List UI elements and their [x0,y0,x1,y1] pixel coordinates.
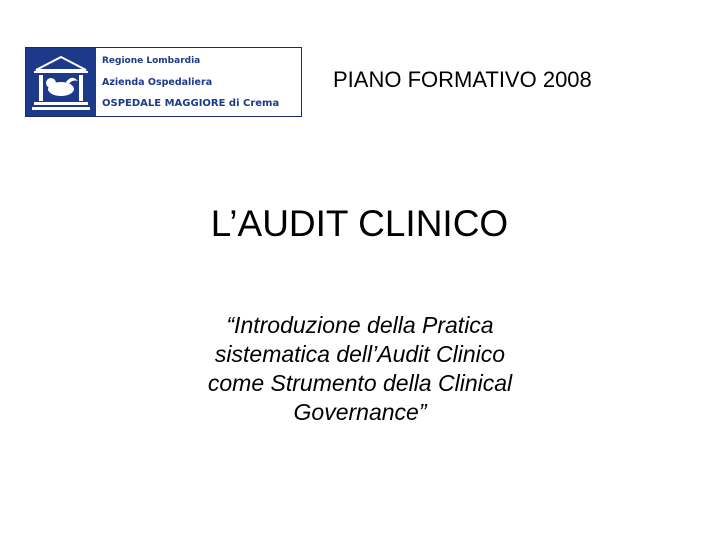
logo-hospital-text: OSPEDALE MAGGIORE di Crema [102,98,280,109]
logo-text [102,54,299,112]
subtitle-line: come Strumento della Clinical [207,370,513,396]
header-title: PIANO FORMATIVO 2008 [333,67,592,92]
page-title-text: L’AUDIT CLINICO [210,203,509,244]
hospital-emblem-icon [26,48,96,116]
hospital-logo [25,47,302,117]
subtitle-line: Governance” [293,399,427,425]
logo-region-text: Regione Lombardia [102,56,201,66]
subtitle-line: “Introduzione della Pratica [226,312,494,338]
page-title [0,203,720,245]
subtitle-line: sistematica dell’Audit Clinico [214,341,506,367]
logo-agency-text: Azienda Ospedaliera [102,77,213,88]
subtitle [140,311,580,427]
